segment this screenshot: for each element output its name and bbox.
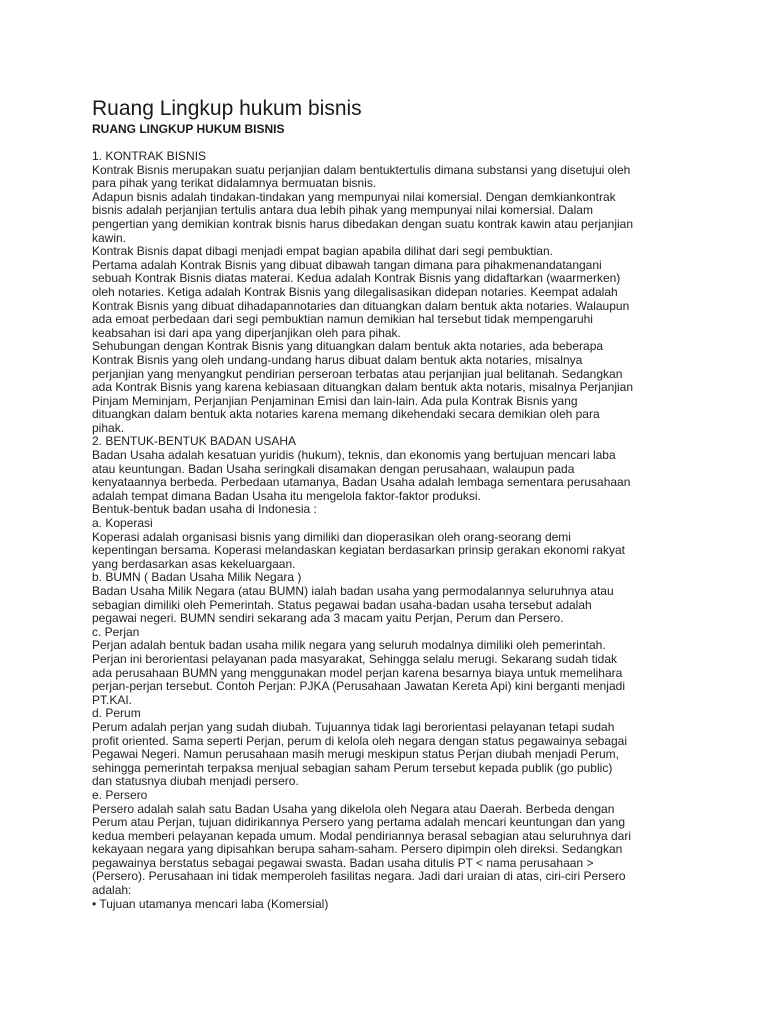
- text-line: perjan-perjan tersebut. Contoh Perjan: PJKA (Perusahaan Jawatan Kereta Api) kini berganti menjadi: [92, 679, 625, 694]
- text-line: oleh notaries. Ketiga adalah Kontrak Bisnis yang dilegalisasikan didepan notaries. Keempat adalah: [92, 284, 618, 299]
- text-line: Pinjam Meminjam, Perjanjian Penjaminan Emisi dan lain-lain. Ada pula Kontrak Bisnis yang: [92, 393, 578, 408]
- text-line: • Tujuan utamanya mencari laba (Komersial): [92, 896, 329, 911]
- text-line: 2. BENTUK-BENTUK BADAN USAHA: [92, 434, 297, 449]
- text-line: Sehubungan dengan Kontrak Bisnis yang dituangkan dalam bentuk akta notaries, ada beberapa: [92, 339, 604, 354]
- text-line: b. BUMN ( Badan Usaha Milik Negara ): [92, 570, 302, 585]
- text-line: Kontrak Bisnis yang oleh undang-undang harus dibuat dalam bentuk akta notaries, misalnya: [92, 352, 583, 367]
- text-line: Adapun bisnis adalah tindakan-tindakan yang mempunyai nilai komersial. Dengan demkiankontrak: [92, 189, 616, 204]
- text-line: pengertian yang demikian kontrak bisnis harus dibedakan dengan suatu kontrak kawin atau perjanjian: [92, 216, 634, 231]
- text-line: e. Persero: [92, 787, 148, 802]
- text-line: pegawainya berstatus sebagai pegawai swasta. Badan usaha ditulis PT < nama perusahaan >: [92, 855, 594, 870]
- text-line: sehingga pemerintah terpaksa menjual sebagian saham Perum tersebut kepada publik (go public): [92, 760, 613, 775]
- text-line: ada Kontrak Bisnis yang karena kebiasaan dituangkan dalam bentuk akta notaris, misalnya Perjanjian: [92, 380, 633, 395]
- document-body: [92, 150, 682, 911]
- text-line: profit oriented. Sama seperti Perjan, perum di kelola oleh negara dengan status pegawainya sebagai: [92, 733, 628, 748]
- text-line: atau keuntungan. Badan Usaha seringkali disamakan dengan perusahaan, walaupun pada: [92, 461, 575, 476]
- text-line: ada perusahaan BUMN yang menggunakan model perjan karena besarnya biaya untuk memelihara: [92, 665, 623, 680]
- text-line: Kontrak Bisnis yang dibuat dihadapannotaries dan dituangkan dalam bentuk akta notaries. Walaupun: [92, 298, 630, 313]
- text-line: kekayaan negara yang dipisahkan berupa saham-saham. Persero dipimpin oleh direksi. Sedangkan: [92, 842, 623, 857]
- text-line: kenyataannya berbeda. Perbedaan utamanya, Badan Usaha adalah lembaga sementara perusahaan: [92, 475, 631, 490]
- section-heading: RUANG LINGKUP HUKUM BISNIS: [92, 122, 285, 136]
- text-line: Perum atau Perjan, tujuan didirikannya Persero yang pertama adalah mencari keuntungan dan yang: [92, 815, 626, 830]
- page-title: Ruang Lingkup hukum bisnis: [92, 97, 362, 120]
- text-line: adalah:: [92, 883, 132, 898]
- text-line: pihak.: [92, 420, 125, 435]
- text-line: Persero adalah salah satu Badan Usaha yang dikelola oleh Negara atau Daerah. Berbeda dengan: [92, 801, 615, 816]
- text-line: Perjan ini berorientasi pelayanan pada masyarakat, Sehingga selalu merugi. Sekarang sudah tidak: [92, 651, 617, 666]
- text-line: sebagian dimiliki oleh Pemerintah. Status pegawai badan usaha-badan usaha tersebut adalah: [92, 597, 592, 612]
- text-line: Kontrak Bisnis dapat dibagi menjadi empat bagian apabila dilihat dari segi pembuktian.: [92, 244, 553, 259]
- text-line: dan statusnya diubah menjadi persero.: [92, 774, 299, 789]
- text-line: kedua memberi pelayanan kepada umum. Modal pendiriannya berasal sebagian atau seluruhnya dari: [92, 828, 632, 843]
- text-line: yang berdasarkan asas kekeluargaan.: [92, 556, 296, 571]
- text-line: dituangkan dalam bentuk akta notaries karena memang dikehendaki secara demikian oleh para: [92, 407, 600, 422]
- text-line: 1. KONTRAK BISNIS: [92, 149, 207, 163]
- text-line: Kontrak Bisnis merupakan suatu perjanjian dalam bentuktertulis dimana substansi yang disetujui oleh: [92, 162, 631, 177]
- text-line: (Persero). Perusahaan ini tidak memperoleh fasilitas negara. Jadi dari uraian di atas, ciri-ciri Persero: [92, 869, 626, 884]
- text-line: perjanjian yang menyangkut pendirian perseroan terbatas atau perjanjian jual belitanah. Sedangkan: [92, 366, 623, 381]
- text-line: sebuah Kontrak Bisnis diatas materai. Kedua adalah Kontrak Bisnis yang didaftarkan (waarmerken): [92, 271, 621, 286]
- text-line: kepentingan bersama. Koperasi melandaskan kegiatan berdasarkan prinsip gerakan ekonomi rakyat: [92, 543, 625, 558]
- text-line: Perjan adalah bentuk badan usaha milik negara yang seluruh modalnya dimiliki oleh pemerintah.: [92, 638, 606, 653]
- document-page: [92, 96, 682, 911]
- text-line: ada emoat perbedaan dari segi pembuktian namun demikian hal tersebut tidak mempengaruhi: [92, 312, 593, 327]
- text-line: para pihak yang terikat didalamnya bermuatan bisnis.: [92, 176, 377, 191]
- text-line: Perum adalah perjan yang sudah diubah. Tujuannya tidak lagi berorientasi pelayanan tetapi sudah: [92, 719, 615, 734]
- text-line: Bentuk-bentuk badan usaha di Indonesia :: [92, 502, 317, 517]
- text-line: kawin.: [92, 230, 127, 245]
- text-line: Badan Usaha adalah kesatuan yuridis (hukum), teknis, dan ekonomis yang bertujuan mencari laba: [92, 448, 616, 463]
- text-line: Badan Usaha Milik Negara (atau BUMN) ialah badan usaha yang permodalannya seluruhnya atau: [92, 584, 614, 598]
- text-line: a. Koperasi: [92, 516, 153, 531]
- text-line: bisnis adalah perjanjian tertulis antara dua lebih pihak yang mempunyai nilai komersial. Dalam: [92, 203, 593, 218]
- text-line: keabsahan isi dari apa yang diperjanjikan oleh para pihak.: [92, 325, 401, 340]
- text-line: d. Perum: [92, 706, 141, 721]
- text-line: Koperasi adalah organisasi bisnis yang dimiliki dan dioperasikan oleh orang-seorang demi: [92, 529, 571, 544]
- text-line: Pertama adalah Kontrak Bisnis yang dibuat dibawah tangan dimana para pihakmenandatangani: [92, 257, 602, 272]
- text-line: adalah tempat dimana Badan Usaha itu mengelola faktor-faktor produksi.: [92, 488, 481, 503]
- text-line: PT.KAI.: [92, 692, 133, 707]
- text-line: pegawai negeri. BUMN sendiri sekarang ada 3 macam yaitu Perjan, Perum dan Persero.: [92, 611, 564, 626]
- text-line: c. Perjan: [92, 624, 140, 639]
- text-line: Pegawai Negeri. Namun perusahaan masih merugi meskipun status Perjan diubah menjadi Perum,: [92, 747, 619, 762]
